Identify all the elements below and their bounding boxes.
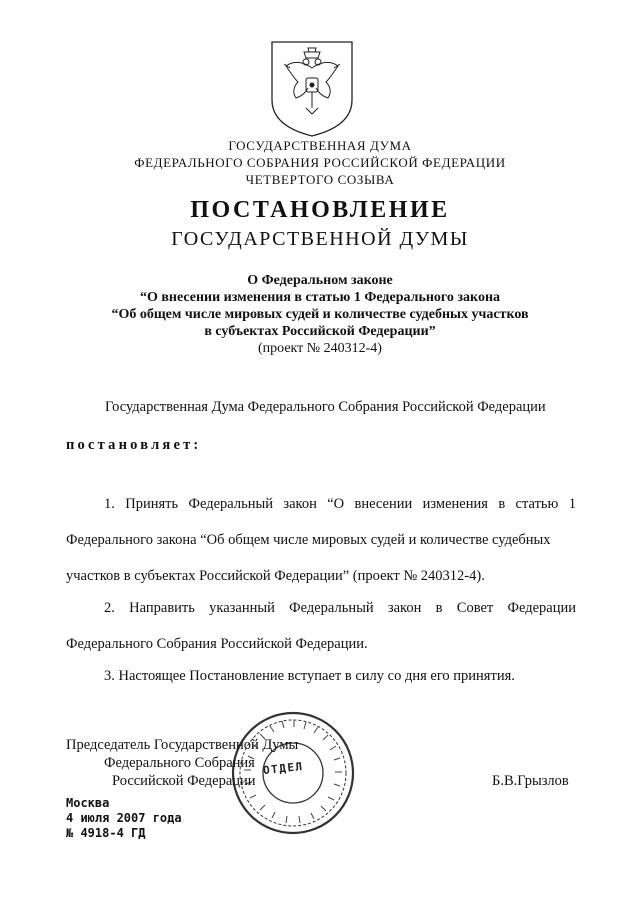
paragraph-1-line-2: Федерального закона “Об общем числе мировых судей и количестве судебных [66, 532, 551, 548]
subject-line-1: О Федеральном законе [247, 273, 393, 288]
document-type-title: ПОСТАНОВЛЕНИЕ [190, 197, 450, 223]
signatory-name: Б.В.Грызлов [492, 773, 569, 789]
header-line-3: ЧЕТВЕРТОГО СОЗЫВА [245, 172, 395, 187]
paragraph-3 [66, 658, 576, 694]
signature-block [66, 736, 298, 790]
paragraph-1 [66, 486, 576, 594]
issuer-header [0, 137, 640, 188]
paragraph-2-line-1: 2. Направить указанный Федеральный закон в Совет Федерации [104, 600, 576, 616]
header-line-2: ФЕДЕРАЛЬНОГО СОБРАНИЯ РОССИЙСКОЙ ФЕДЕРАЦИИ [134, 155, 506, 170]
document-authority-title: ГОСУДАРСТВЕННОЙ ДУМЫ [171, 228, 469, 250]
paragraph-3-line-1: 3. Настоящее Постановление вступает в силу со дня его принятия. [104, 668, 515, 684]
subject-line-3: “Об общем числе мировых судей и количестве судебных участков [111, 307, 529, 322]
intro-text: Государственная Дума Федерального Собрания Российской Федерации [105, 399, 546, 415]
subject-block [0, 272, 640, 357]
subject-line-4: в субъектах Российской Федерации” [204, 324, 436, 339]
project-number: (проект № 240312-4) [258, 341, 382, 356]
signatory-title-line-3: Российской Федерации [112, 773, 256, 789]
issue-number: № 4918-4 ГД [66, 826, 146, 840]
paragraph-2 [66, 590, 576, 662]
stamp-center-text: ОТДЕЛ [262, 759, 305, 778]
header-line-1: ГОСУДАРСТВЕННАЯ ДУМА [228, 138, 412, 153]
resolves-word: постановляет: [66, 437, 202, 453]
issue-details [66, 796, 182, 841]
signatory-title-line-2: Федерального Собрания [104, 755, 255, 771]
coat-of-arms-emblem [268, 38, 356, 138]
signatory-title-line-1: Председатель Государственной Думы [66, 737, 299, 753]
paragraph-1-line-1: 1. Принять Федеральный закон “О внесении изменения в статью 1 [104, 496, 576, 512]
issue-date: 4 июля 2007 года [66, 811, 182, 825]
issue-city: Москва [66, 796, 110, 810]
paragraph-2-line-2: Федерального Собрания Российской Федерации. [66, 636, 368, 652]
paragraph-1-line-3: участков в субъектах Российской Федерации” (проект № 240312-4). [66, 568, 485, 584]
subject-line-2: “О внесении изменения в статью 1 Федерального закона [139, 290, 501, 305]
